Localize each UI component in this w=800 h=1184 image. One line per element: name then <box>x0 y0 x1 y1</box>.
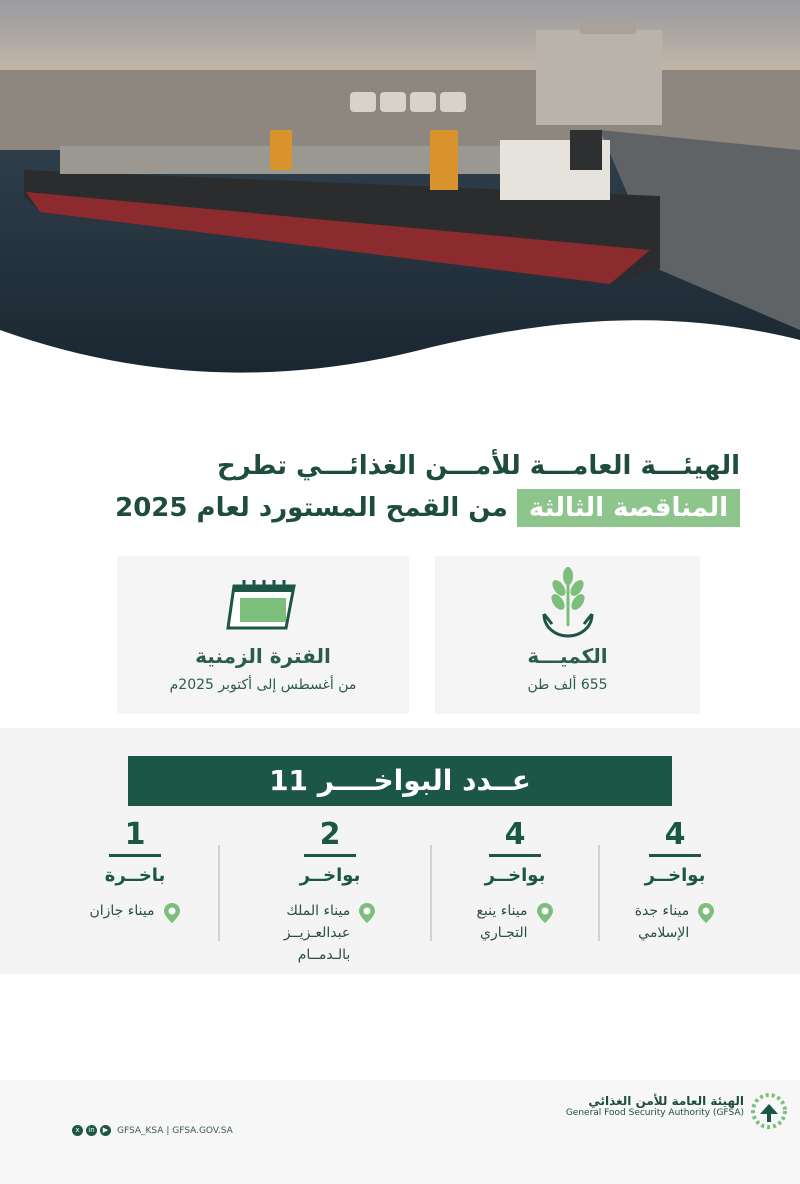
period-card <box>117 556 409 714</box>
port-name: ميناء جازان <box>89 903 155 919</box>
divider <box>218 845 220 941</box>
social-links <box>72 1125 233 1136</box>
location-pin-icon <box>163 902 181 924</box>
headline-highlight: المناقصة الثالثة <box>517 489 740 527</box>
count-underline <box>304 854 356 857</box>
org-name-ar: الهيئة العامة للأمن الغذائي <box>588 1094 744 1108</box>
quantity-value: 655 ألف طن <box>527 677 608 693</box>
wheat-hands-icon <box>538 566 598 642</box>
headline-line2 <box>60 486 740 530</box>
port-jazan <box>60 818 210 924</box>
port-yanbu <box>440 818 590 944</box>
count-underline <box>649 854 701 857</box>
ships-header: عــدد البواخــــر 11 <box>128 756 672 806</box>
port-name: ميناء جدة الإسلامي <box>634 903 690 941</box>
gfsa-logo <box>566 1094 744 1118</box>
port-dammam <box>250 818 410 966</box>
gfsa-emblem-icon <box>750 1092 788 1130</box>
wave-divider <box>0 290 800 430</box>
divider <box>430 845 432 941</box>
linkedin-icon[interactable]: in <box>86 1125 97 1136</box>
port-unit: بواخــر <box>484 865 546 886</box>
location-pin-icon <box>536 902 554 924</box>
port-count: 1 <box>124 817 146 852</box>
x-icon[interactable]: x <box>72 1125 83 1136</box>
period-value: من أغسطس إلى أكتوبر 2025م <box>169 677 357 693</box>
headline <box>60 446 740 530</box>
period-title: الفترة الزمنية <box>195 644 331 668</box>
count-underline <box>489 854 541 857</box>
quantity-card <box>435 556 700 714</box>
port-name: ميناء الملك عبدالعـزيــز بالـدمــام <box>283 903 351 963</box>
port-name: ميناء ينبع التجـاري <box>476 903 528 941</box>
headline-line2-rest: من القمح المستورد لعام 2025 <box>115 493 508 523</box>
port-unit: بواخــر <box>644 865 706 886</box>
social-handle[interactable]: GFSA_KSA | GFSA.GOV.SA <box>117 1125 233 1136</box>
location-pin-icon <box>697 902 715 924</box>
youtube-icon[interactable]: ▶ <box>100 1125 111 1136</box>
port-count: 4 <box>664 817 686 852</box>
divider <box>598 845 600 941</box>
org-name-en: General Food Security Authority (GFSA) <box>565 1108 744 1118</box>
count-underline <box>109 854 161 857</box>
location-pin-icon <box>358 902 376 924</box>
quantity-title: الكميـــة <box>527 644 608 668</box>
port-unit: باخــرة <box>104 865 166 886</box>
port-count: 4 <box>504 817 526 852</box>
headline-line1: الهيئـــة العامـــة للأمـــن الغذائـــي تطرح <box>216 451 740 481</box>
port-jeddah <box>600 818 750 944</box>
port-count: 2 <box>319 817 341 852</box>
calendar-icon <box>224 578 302 634</box>
port-unit: بواخــر <box>299 865 361 886</box>
